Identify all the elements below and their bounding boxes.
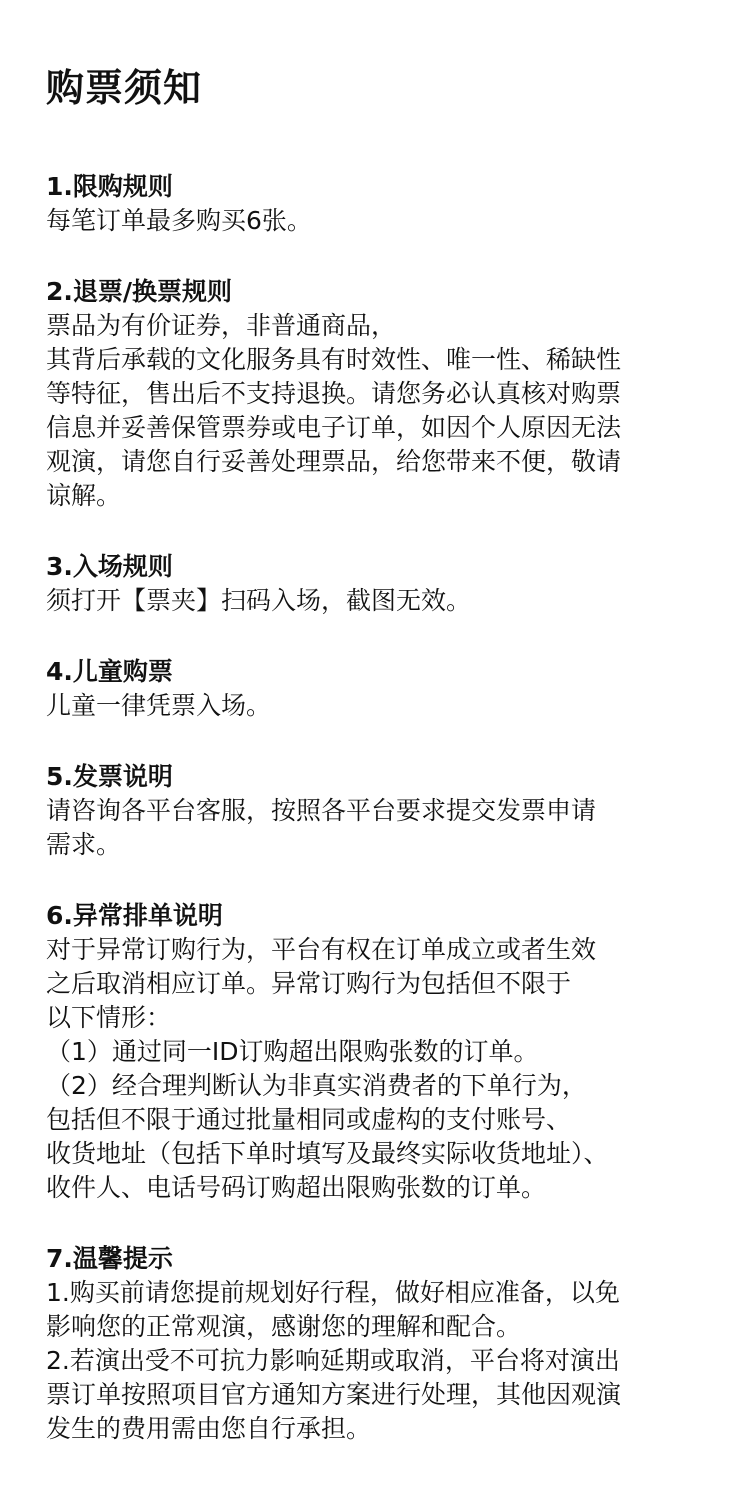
section-text-line: 发生的费用需由您自行承担。 xyxy=(46,1414,372,1443)
section-reminders xyxy=(46,1242,706,1446)
section-text-line: （2）经合理判断认为非真实消费者的下单行为， xyxy=(46,1071,587,1100)
section-text-line: 请咨询各平台客服，按照各平台要求提交发票申请 xyxy=(46,796,597,825)
section-heading: 7.温馨提示 xyxy=(46,1244,173,1273)
section-text-line: 谅解。 xyxy=(46,481,122,510)
section-refund-exchange xyxy=(46,275,706,513)
section-text-line: 每笔订单最多购买6张。 xyxy=(46,206,312,235)
section-text-line: 票品为有价证券，非普通商品， xyxy=(46,311,397,340)
section-text-line: 观演，请您自行妥善处理票品，给您带来不便，敬请 xyxy=(46,447,622,476)
section-heading: 1.限购规则 xyxy=(46,172,173,201)
section-abnormal-orders xyxy=(46,899,706,1205)
section-text-line: 儿童一律凭票入场。 xyxy=(46,691,272,720)
section-text-line: 对于异常订购行为，平台有权在订单成立或者生效 xyxy=(46,935,597,964)
section-heading: 4.儿童购票 xyxy=(46,657,173,686)
section-text-line: 影响您的正常观演，感谢您的理解和配合。 xyxy=(46,1312,522,1341)
section-text-line: 收件人、电话号码订购超出限购张数的订单。 xyxy=(46,1173,547,1202)
section-heading: 2.退票/换票规则 xyxy=(46,277,233,306)
section-text-line: 收货地址（包括下单时填写及最终实际收货地址）、 xyxy=(46,1139,609,1168)
section-heading: 6.异常排单说明 xyxy=(46,901,223,930)
section-invoice xyxy=(46,760,706,862)
section-heading: 5.发票说明 xyxy=(46,762,173,791)
section-text-line: 1.购买前请您提前规划好行程，做好相应准备，以免 xyxy=(46,1278,620,1307)
section-text-line: 2.若演出受不可抗力影响延期或取消，平台将对演出 xyxy=(46,1346,620,1375)
section-text-line: 其背后承载的文化服务具有时效性、唯一性、稀缺性 xyxy=(46,345,622,374)
section-text-line: （1）通过同一ID订购超出限购张数的订单。 xyxy=(46,1037,539,1066)
section-entry-rules xyxy=(46,550,706,618)
section-text-line: 之后取消相应订单。异常订购行为包括但不限于 xyxy=(46,969,572,998)
section-text-line: 等特征，售出后不支持退换。请您务必认真核对购票 xyxy=(46,379,622,408)
section-text-line: 以下情形： xyxy=(46,1003,172,1032)
section-text-line: 须打开【票夹】扫码入场，截图无效。 xyxy=(46,586,472,615)
section-purchase-limit xyxy=(46,170,706,238)
section-text-line: 信息并妥善保管票券或电子订单，如因个人原因无法 xyxy=(46,413,622,442)
section-text-line: 票订单按照项目官方通知方案进行处理，其他因观演 xyxy=(46,1380,622,1409)
section-heading: 3.入场规则 xyxy=(46,552,173,581)
page-title: 购票须知 xyxy=(46,66,203,110)
section-text-line: 包括但不限于通过批量相同或虚构的支付账号、 xyxy=(46,1105,572,1134)
section-text-line: 需求。 xyxy=(46,830,122,859)
section-child-tickets xyxy=(46,655,706,723)
